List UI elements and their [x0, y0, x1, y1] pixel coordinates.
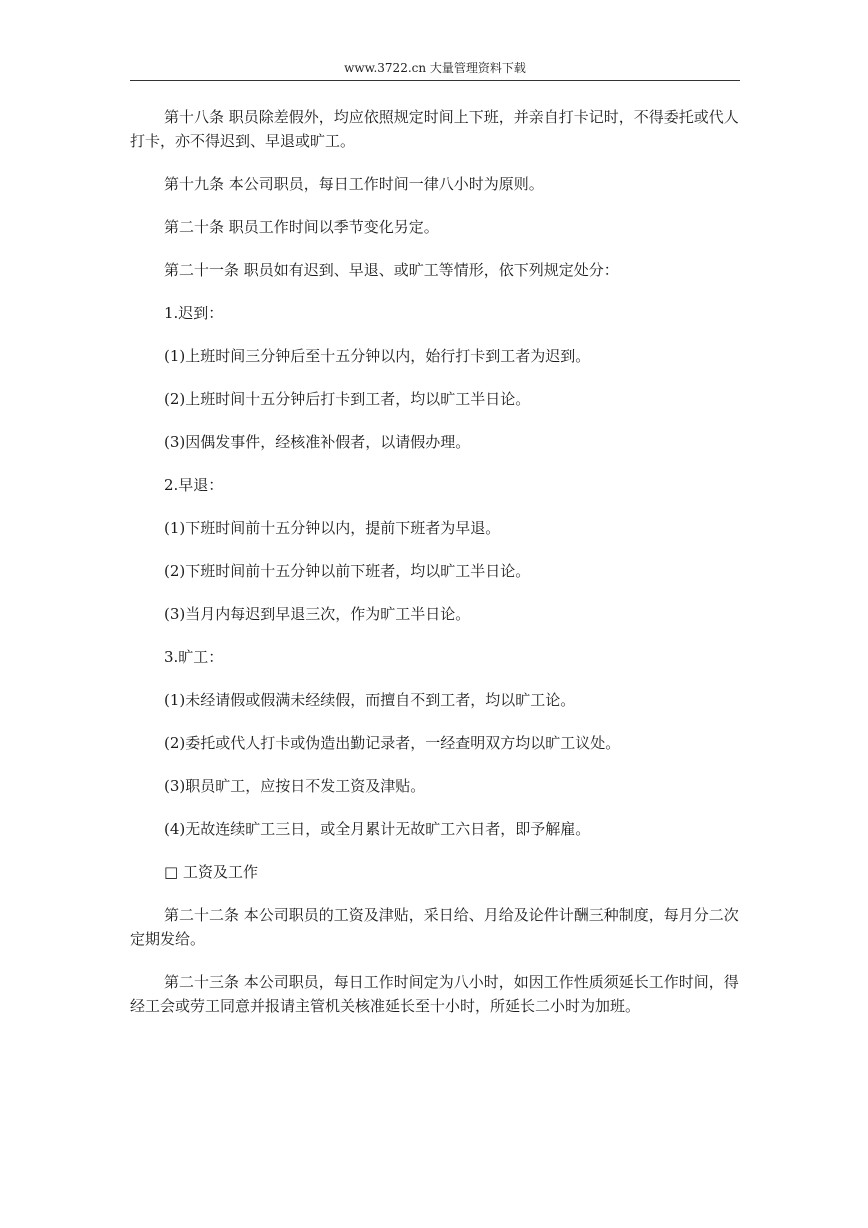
absence-rule-2: (2)委托或代人打卡或伪造出勤记录者，一经查明双方均以旷工议处。 — [164, 734, 621, 752]
article-21: 第二十一条 职员如有迟到、早退、或旷工等情形，依下列规定处分： — [164, 261, 619, 279]
absence-rule-1: (1)未经请假或假满未经续假，而擅自不到工者，均以旷工论。 — [164, 691, 576, 709]
late-rule-3: (3)因偶发事件，经核准补假者，以请假办理。 — [164, 433, 471, 451]
page-header: www.3722.cn 大量管理资料下载 — [344, 61, 526, 75]
section-heading-wages: □ 工资及工作 — [164, 863, 258, 881]
absence-heading: 3.旷工： — [164, 648, 224, 666]
article-23: 第二十三条 本公司职员，每日工作时间定为八小时，如因工作性质须延长工作时间，得经工会或劳工同意并报请主管机关核准延长至十小时，所延长二小时为加班。 — [130, 973, 739, 1015]
absence-rule-3: (3)职员旷工，应按日不发工资及津贴。 — [164, 777, 426, 795]
early-leave-rule-1: (1)下班时间前十五分钟以内，提前下班者为早退。 — [164, 519, 501, 537]
article-22: 第二十二条 本公司职员的工资及津贴，采日给、月给及论件计酬三种制度，每月分二次定期发给。 — [130, 906, 739, 948]
late-heading: 1.迟到： — [164, 304, 224, 322]
article-19: 第十九条 本公司职员，每日工作时间一律八小时为原则。 — [164, 175, 544, 193]
early-leave-rule-2: (2)下班时间前十五分钟以前下班者，均以旷工半日论。 — [164, 562, 531, 580]
header-divider — [130, 80, 740, 81]
article-18: 第十八条 职员除差假外，均应依照规定时间上下班，并亲自打卡记时，不得委托或代人打卡，亦不得迟到、早退或旷工。 — [130, 108, 739, 150]
late-rule-2: (2)上班时间十五分钟后打卡到工者，均以旷工半日论。 — [164, 390, 531, 408]
document-body — [130, 105, 740, 1037]
early-leave-rule-3: (3)当月内每迟到早退三次，作为旷工半日论。 — [164, 605, 471, 623]
early-leave-heading: 2.早退： — [164, 476, 224, 494]
late-rule-1: (1)上班时间三分钟后至十五分钟以内，始行打卡到工者为迟到。 — [164, 347, 591, 365]
article-20: 第二十条 职员工作时间以季节变化另定。 — [164, 218, 439, 236]
absence-rule-4: (4)无故连续旷工三日，或全月累计无故旷工六日者，即予解雇。 — [164, 820, 591, 838]
